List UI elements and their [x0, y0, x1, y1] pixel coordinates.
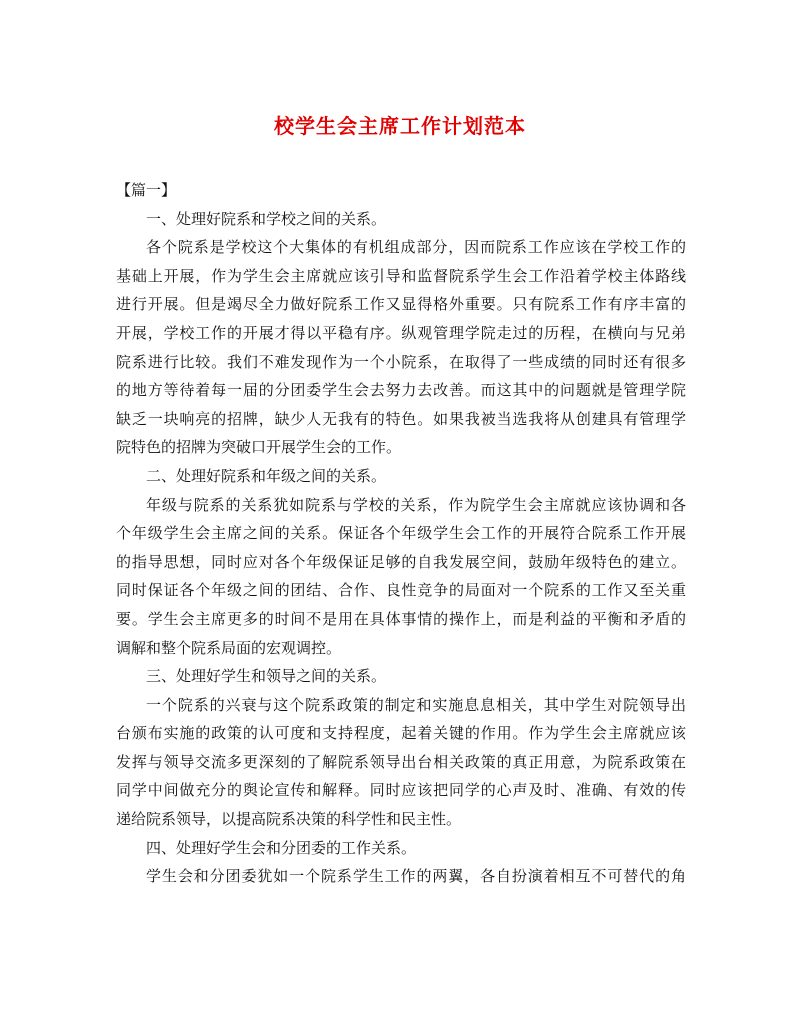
paragraph-3-line: 发挥与领导交流多更深刻的了解院系领导出台相关政策的真正用意，为院系政策在: [116, 752, 686, 771]
paragraph-3-line: 同学中间做充分的舆论宣传和解释。同时应该把同学的心声及时、准确、有效的传: [116, 781, 686, 800]
paragraph-1-line: 的地方等待着每一届的分团委学生会去努力去改善。而这其中的问题就是管理学院: [116, 381, 686, 400]
paragraph-2-line: 调解和整个院系局面的宏观调控。: [116, 638, 342, 657]
paragraph-2-line: 要。学生会主席更多的时间不是用在具体事情的操作上，而是利益的平衡和矛盾的: [116, 609, 686, 628]
heading-3: 三、处理好学生和领导之间的关系。: [146, 667, 387, 686]
paragraph-1-line: 进行开展。但是竭尽全力做好院系工作又显得格外重要。只有院系工作有序丰富的: [116, 295, 686, 314]
heading-2: 二、处理好院系和年级之间的关系。: [146, 466, 387, 485]
paragraph-2-line: 个年级学生会主席之间的关系。保证各个年级学生会工作的开展符合院系工作开展: [116, 524, 686, 543]
document-title: 校学生会主席工作计划范本: [274, 114, 526, 138]
paragraph-1-line: 开展，学校工作的开展才得以平稳有序。纵观管理学院走过的历程，在横向与兄弟: [116, 323, 686, 342]
heading-4: 四、处理好学生会和分团委的工作关系。: [146, 838, 417, 857]
paragraph-2-line: 的指导思想，同时应对各个年级保证足够的自我发展空间，鼓励年级特色的建立。: [116, 552, 686, 571]
paragraph-2-line: 年级与院系的关系犹如院系与学校的关系，作为院学生会主席就应该协调和各: [146, 495, 686, 514]
document-body: [116, 176, 686, 891]
paragraph-1-line: 院特色的招牌为突破口开展学生会的工作。: [116, 438, 402, 457]
paragraph-1-line: 院系进行比较。我们不难发现作为一个小院系，在取得了一些成绩的同时还有很多: [116, 352, 686, 371]
section-label: 【篇一】: [116, 181, 177, 199]
paragraph-1-line: 各个院系是学校这个大集体的有机组成部分，因而院系工作应该在学校工作的: [146, 238, 686, 257]
paragraph-1-line: 缺乏一块响亮的招牌，缺少人无我有的特色。如果我被当选我将从创建具有管理学: [116, 409, 686, 428]
paragraph-3-line: 台颁布实施的政策的认可度和支持程度，起着关键的作用。作为学生会主席就应该: [116, 724, 686, 743]
paragraph-3-line: 一个院系的兴衰与这个院系政策的制定和实施息息相关，其中学生对院领导出: [146, 695, 686, 714]
heading-1: 一、处理好院系和学校之间的关系。: [146, 209, 387, 228]
paragraph-3-line: 递给院系领导，以提高院系决策的科学性和民主性。: [116, 810, 462, 829]
paragraph-2-line: 同时保证各个年级之间的团结、合作、良性竞争的局面对一个院系的工作又至关重: [116, 581, 686, 600]
paragraph-4-line: 学生会和分团委犹如一个院系学生工作的两翼，各自扮演着相互不可替代的角: [146, 867, 686, 886]
paragraph-1-line: 基础上开展，作为学生会主席就应该引导和监督院系学生会工作沿着学校主体路线: [116, 266, 686, 285]
